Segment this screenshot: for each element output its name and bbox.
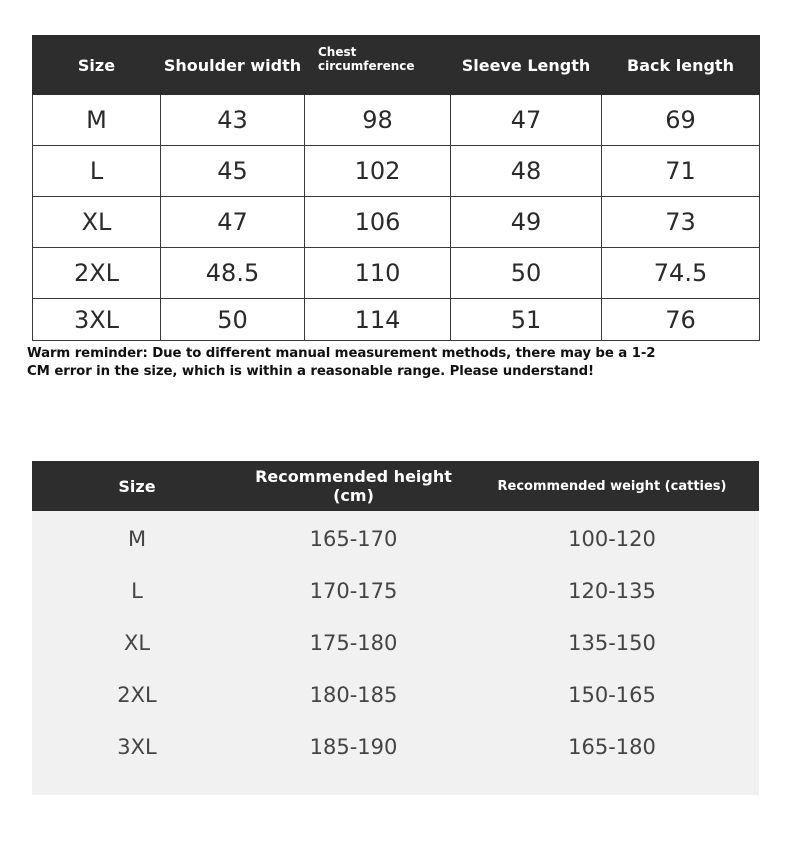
header-chest-circumference xyxy=(305,36,451,95)
cell-shoulder: 50 xyxy=(161,299,305,341)
cell-chest: 106 xyxy=(305,197,451,248)
recommendation-table xyxy=(32,461,759,773)
cell-rec-height: 185-190 xyxy=(309,735,398,759)
cell-rec-size: 2XL xyxy=(117,683,157,707)
header-rec-size: Size xyxy=(32,461,242,511)
cell-rec-height: 175-180 xyxy=(309,631,398,655)
cell-chest: 114 xyxy=(305,299,451,341)
table-row xyxy=(32,511,759,565)
cell-rec-weight: 135-150 xyxy=(568,631,656,655)
cell-chest: 110 xyxy=(305,248,451,299)
measurement-reminder-note xyxy=(27,345,657,381)
cell-rec-weight: 150-165 xyxy=(568,683,656,707)
header-chest-line2: circumference xyxy=(318,59,415,73)
cell-back: 73 xyxy=(602,197,760,248)
cell-chest: 98 xyxy=(305,95,451,146)
cell-sleeve: 48 xyxy=(451,146,602,197)
cell-rec-weight: 100-120 xyxy=(568,527,656,551)
cell-size: XL xyxy=(33,197,161,248)
cell-size: 3XL xyxy=(33,299,161,341)
cell-shoulder: 45 xyxy=(161,146,305,197)
table-row xyxy=(32,617,759,669)
cell-rec-size: 3XL xyxy=(117,735,157,759)
cell-rec-height: 170-175 xyxy=(309,579,398,603)
cell-sleeve: 47 xyxy=(451,95,602,146)
cell-size: M xyxy=(33,95,161,146)
cell-rec-weight: 165-180 xyxy=(568,735,656,759)
cell-sleeve: 49 xyxy=(451,197,602,248)
cell-back: 76 xyxy=(602,299,760,341)
table-row xyxy=(33,299,760,341)
cell-size: 2XL xyxy=(33,248,161,299)
header-size: Size xyxy=(33,36,161,95)
header-chest-line1: Chest xyxy=(318,45,357,59)
cell-rec-size: XL xyxy=(123,631,151,655)
table-row xyxy=(33,248,760,299)
header-shoulder-width: Shoulder width xyxy=(161,36,305,95)
header-back-length: Back length xyxy=(602,36,760,95)
table-row xyxy=(33,146,760,197)
cell-rec-height: 165-170 xyxy=(309,527,398,551)
cell-rec-size: L xyxy=(131,579,143,603)
reminder-line-2: CM error in the size, which is within a reasonable range. Please understand! xyxy=(27,364,594,379)
cell-rec-weight: 120-135 xyxy=(568,579,656,603)
table-row xyxy=(32,721,759,773)
cell-shoulder: 43 xyxy=(161,95,305,146)
recommendation-panel xyxy=(32,461,759,795)
header-rec-weight: Recommended weight (catties) xyxy=(465,461,759,511)
size-chart-header-row xyxy=(33,36,760,95)
cell-sleeve: 50 xyxy=(451,248,602,299)
cell-shoulder: 48.5 xyxy=(161,248,305,299)
size-chart-table xyxy=(32,35,760,341)
cell-rec-height: 180-185 xyxy=(309,683,398,707)
cell-back: 71 xyxy=(602,146,760,197)
reminder-line-1: Warm reminder: Due to different manual measurement methods, there may be a 1-2 xyxy=(27,346,656,361)
table-row xyxy=(33,95,760,146)
header-sleeve-length: Sleeve Length xyxy=(451,36,602,95)
cell-rec-size: M xyxy=(127,527,147,551)
cell-chest: 102 xyxy=(305,146,451,197)
cell-sleeve: 51 xyxy=(451,299,602,341)
cell-back: 74.5 xyxy=(602,248,760,299)
cell-shoulder: 47 xyxy=(161,197,305,248)
table-row xyxy=(33,197,760,248)
cell-back: 69 xyxy=(602,95,760,146)
header-rec-height: Recommended height (cm) xyxy=(242,461,465,511)
table-row xyxy=(32,565,759,617)
cell-size: L xyxy=(33,146,161,197)
table-row xyxy=(32,669,759,721)
recommendation-header-row xyxy=(32,461,759,511)
